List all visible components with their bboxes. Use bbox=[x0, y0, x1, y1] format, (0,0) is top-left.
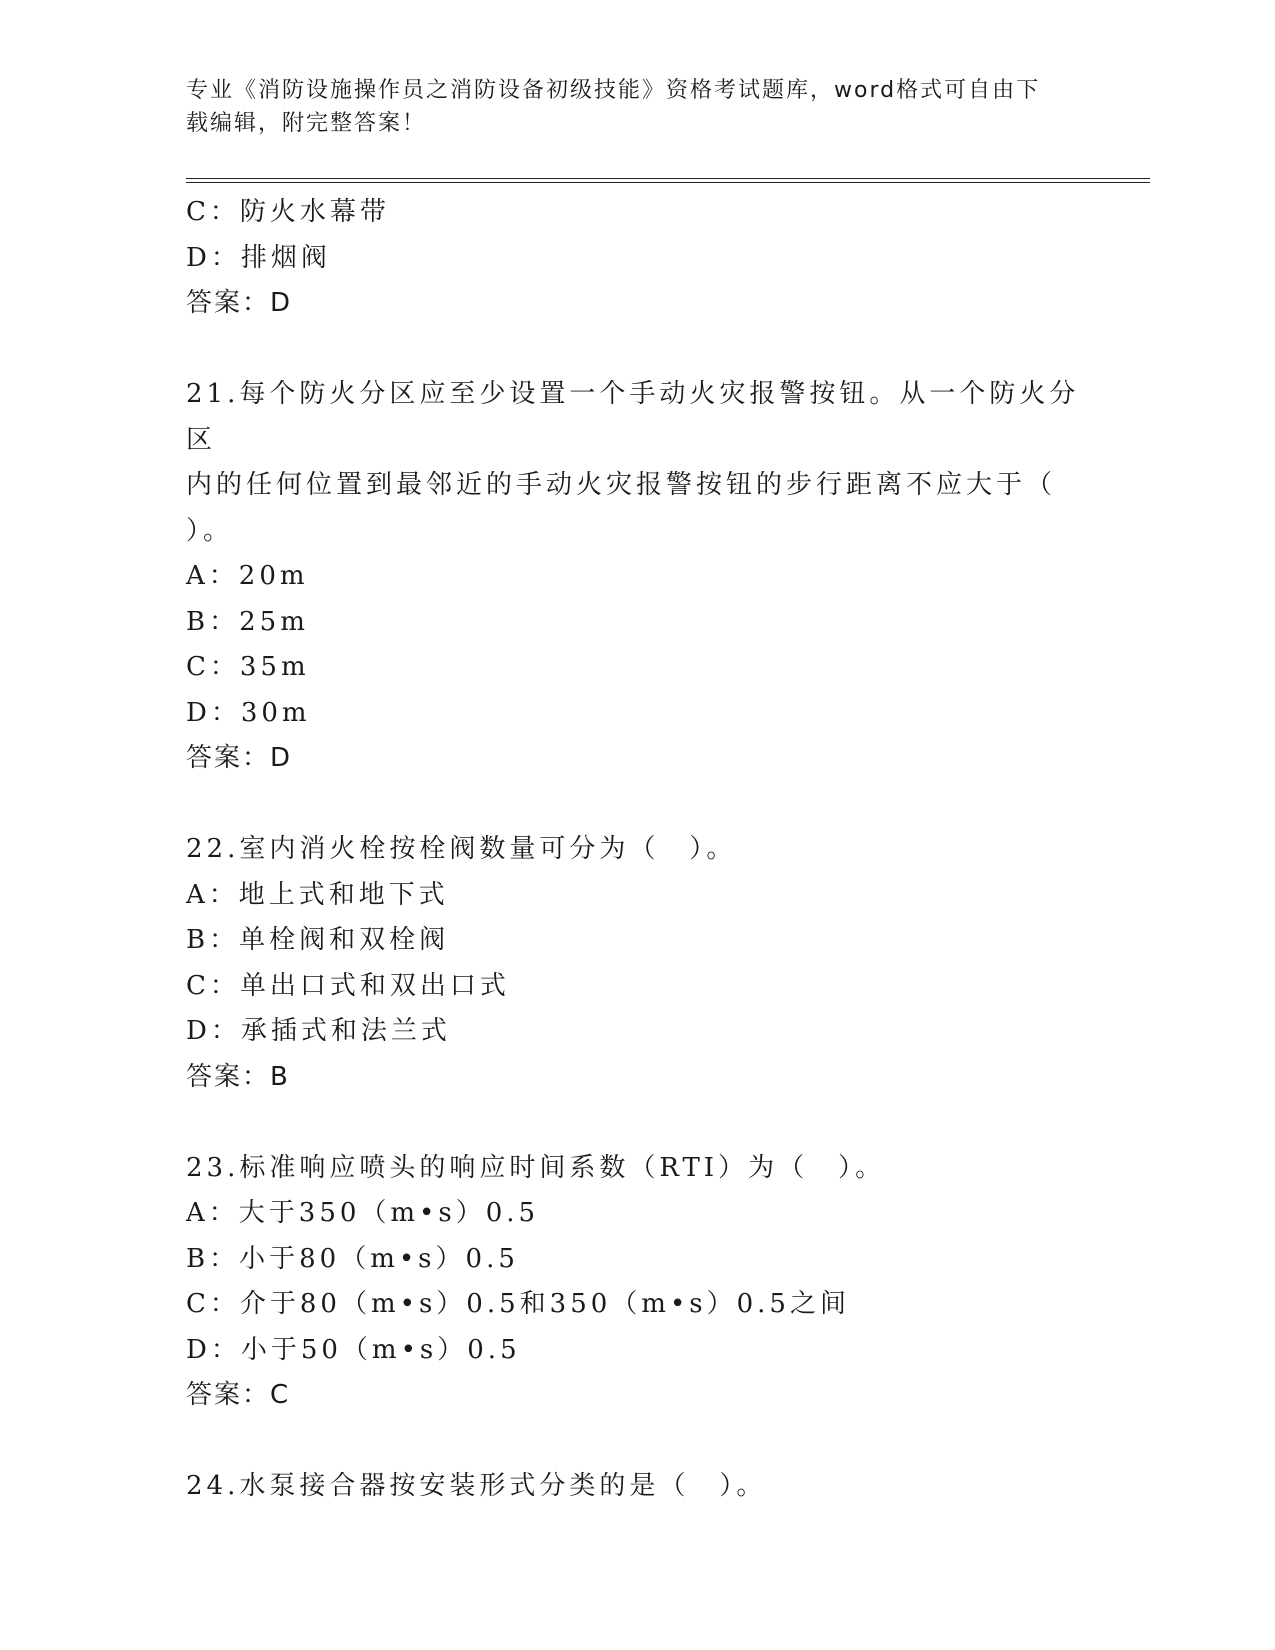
question-24 bbox=[186, 1464, 1086, 1510]
question-20-tail bbox=[186, 190, 1086, 327]
option-b: B：单栓阀和双栓阀 bbox=[186, 925, 450, 955]
answer-line: 答案：D bbox=[186, 743, 293, 773]
option-a: A：大于350（m•s）0.5 bbox=[186, 1198, 540, 1228]
question-text: 24.水泵接合器按安装形式分类的是（ ）。 bbox=[186, 1471, 767, 1501]
answer-line: 答案：B bbox=[186, 1061, 290, 1092]
option-b: B：25m bbox=[186, 606, 309, 637]
question-23 bbox=[186, 1146, 1086, 1419]
question-text-line-2: 内的任何位置到最邻近的手动火灾报警按钮的步行距离不应大于（ bbox=[186, 470, 1057, 500]
option-a: A：地上式和地下式 bbox=[186, 879, 449, 910]
question-text: 22.室内消火栓按栓阀数量可分为（ ）。 bbox=[186, 834, 737, 864]
question-list bbox=[186, 190, 1086, 1510]
header-line-1: 专业《消防设施操作员之消防设备初级技能》资格考试题库，word格式可自由下 bbox=[186, 78, 1041, 103]
header-line-2: 载编辑，附完整答案！ bbox=[186, 111, 427, 136]
spacer bbox=[186, 1419, 1086, 1465]
option-d: D：排烟阀 bbox=[186, 242, 331, 273]
page-header bbox=[186, 74, 1066, 140]
option-c: C：单出口式和双出口式 bbox=[186, 970, 510, 1001]
option-d: D：承插式和法兰式 bbox=[186, 1016, 451, 1046]
question-text-line-1: 21.每个防火分区应至少设置一个手动火灾报警按钮。从一个防火分区 bbox=[186, 379, 1080, 455]
header-divider-bottom bbox=[186, 182, 1150, 183]
spacer bbox=[186, 782, 1086, 828]
option-b: B：小于80（m•s）0.5 bbox=[186, 1243, 519, 1274]
header-divider-top bbox=[186, 178, 1150, 179]
answer-line: 答案：D bbox=[186, 288, 293, 318]
question-text-line-3: ）。 bbox=[186, 515, 234, 546]
spacer bbox=[186, 1100, 1086, 1146]
question-21 bbox=[186, 372, 1086, 782]
option-a: A：20m bbox=[186, 561, 309, 591]
question-text: 23.标准响应喷头的响应时间系数（RTI）为（ ）。 bbox=[186, 1152, 886, 1183]
option-d: D：小于50（m•s）0.5 bbox=[186, 1334, 521, 1365]
option-c: C：防火水幕带 bbox=[186, 197, 390, 227]
option-c: C：35m bbox=[186, 652, 310, 682]
option-c: C：介于80（m•s）0.5和350（m•s）0.5之间 bbox=[186, 1289, 850, 1319]
answer-line: 答案：C bbox=[186, 1380, 291, 1410]
question-22 bbox=[186, 827, 1086, 1100]
option-d: D：30m bbox=[186, 697, 311, 728]
spacer bbox=[186, 327, 1086, 373]
